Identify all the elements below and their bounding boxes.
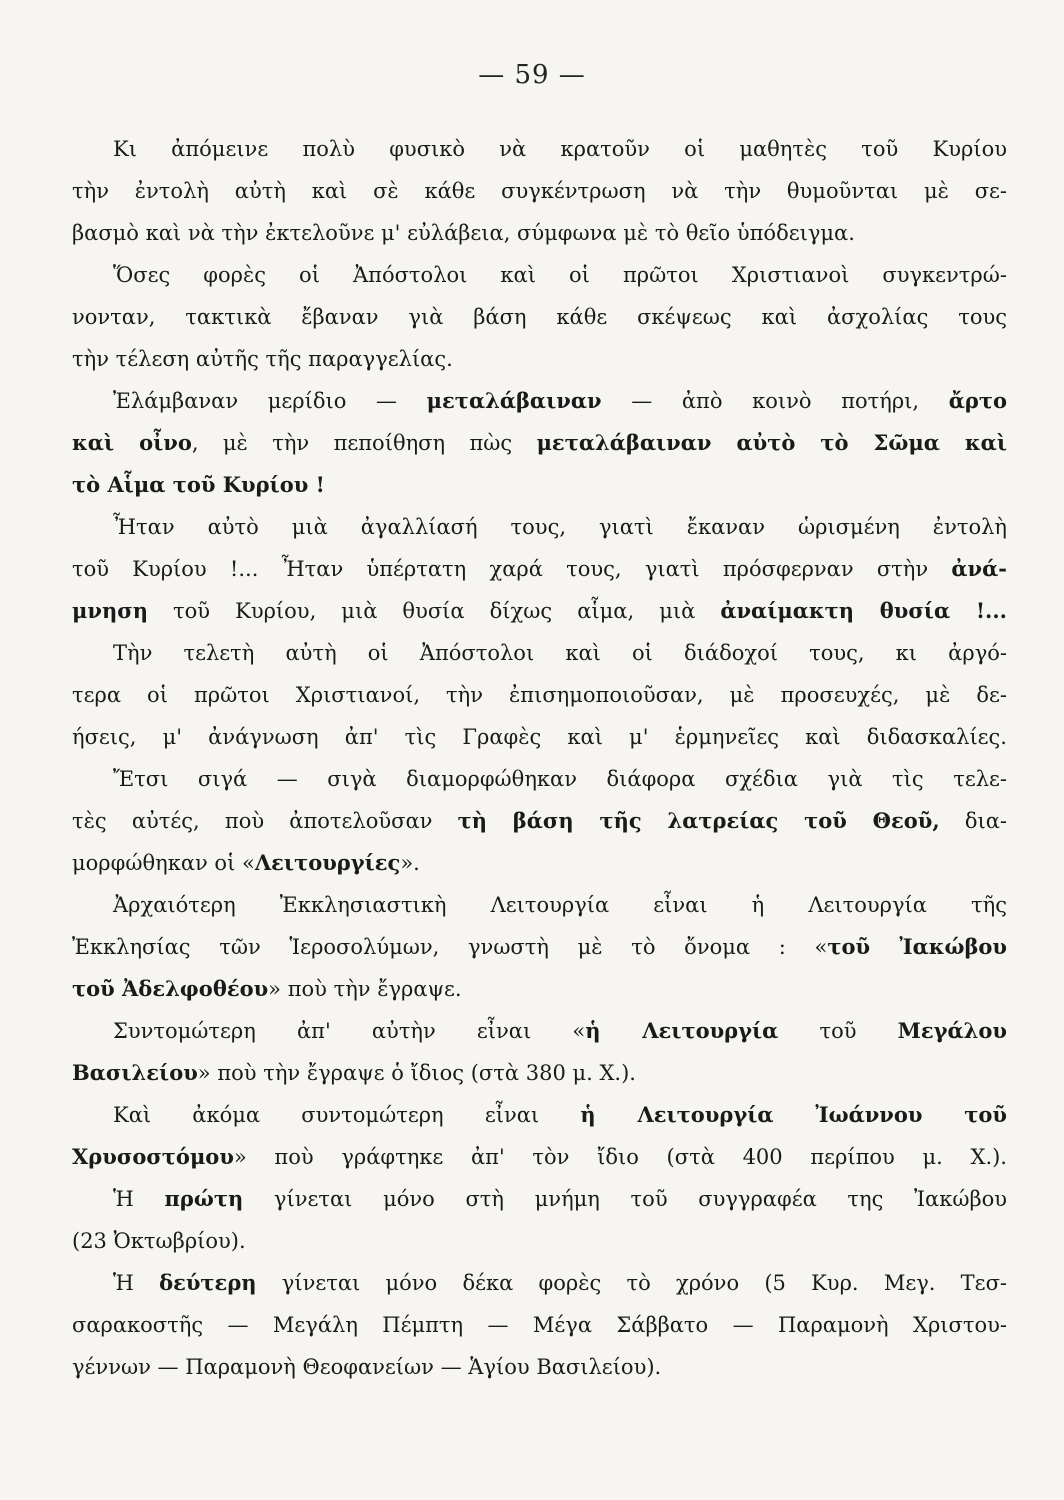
- emphasis-text: μεταλάβαιναν: [426, 388, 602, 413]
- text-line: [72, 1052, 1007, 1094]
- text-run: Ἐλάμβαναν μερίδιο —: [113, 389, 427, 413]
- text-line: [72, 1010, 1007, 1052]
- text-line: [72, 1178, 1007, 1220]
- text-line: [72, 1094, 1007, 1136]
- emphasis-text: πρώτη: [164, 1186, 244, 1211]
- text-run: σαρακοστῆς — Μεγάλη Πέμπτη — Μέγα Σάββατο — Παραμονὴ Χριστου-: [72, 1313, 1007, 1337]
- text-line: [72, 926, 1007, 968]
- text-line: [72, 800, 1007, 842]
- emphasis-text: τὴ βάση τῆς λατρείας τοῦ Θεοῦ,: [457, 808, 940, 833]
- emphasis-text: καὶ οἶνο: [72, 430, 192, 455]
- emphasis-text: ἀναίμακτη θυσία !...: [720, 598, 1007, 623]
- emphasis-text: Χρυσοστόμου: [72, 1144, 234, 1169]
- text-run: » ποὺ τὴν ἔγραψε.: [268, 977, 462, 1001]
- text-run: » ποὺ γράφτηκε ἀπ' τὸν ἴδιο (στὰ 400 περίπου μ. Χ.).: [233, 1145, 1007, 1169]
- text-line: [72, 212, 1007, 254]
- text-run: Ὅσες φορὲς οἱ Ἀπόστολοι καὶ οἱ πρῶτοι Χριστιανοὶ συγκεντρώ-: [113, 263, 1007, 287]
- text-line: [72, 884, 1007, 926]
- text-run: τὴν ἐντολὴ αὐτὴ καὶ σὲ κάθε συγκέντρωση νὰ τὴν θυμοῦνται μὲ σε-: [72, 179, 1007, 203]
- text-line: [72, 296, 1007, 338]
- text-line: [72, 674, 1007, 716]
- text-line: [72, 842, 1007, 884]
- text-run: (23 Ὀκτωβρίου).: [72, 1229, 246, 1253]
- text-line: [72, 1220, 1007, 1262]
- text-run: — ἀπὸ κοινὸ ποτήρι,: [601, 389, 949, 413]
- text-run: Καὶ ἀκόμα συντομώτερη εἶναι: [113, 1103, 581, 1127]
- text-line: [72, 590, 1007, 632]
- text-line: [72, 254, 1007, 296]
- text-run: γίνεται μόνο δέκα φορὲς τὸ χρόνο (5 Κυρ. Μεγ. Τεσ-: [256, 1271, 1007, 1295]
- text-run: τοῦ: [778, 1019, 898, 1043]
- emphasis-text: μεταλάβαιναν αὐτὸ τὸ Σῶμα καὶ: [536, 430, 1007, 455]
- emphasis-text: ἡ Λειτουργία: [585, 1018, 779, 1043]
- text-run: Κι ἀπόμεινε πολὺ φυσικὸ νὰ κρατοῦν οἱ μαθητὲς τοῦ Κυρίου: [113, 137, 1007, 161]
- text-line: [72, 506, 1007, 548]
- text-line: [72, 968, 1007, 1010]
- emphasis-text: ἀνά-: [951, 556, 1007, 581]
- emphasis-text: τοῦ Ἀδελφοθέου: [72, 976, 269, 1001]
- text-line: [72, 1346, 1007, 1388]
- text-run: γέννων — Παραμονὴ Θεοφανείων — Ἁγίου Βασιλείου).: [72, 1355, 662, 1379]
- text-run: Ἔτσι σιγά — σιγὰ διαμορφώθηκαν διάφορα σχέδια γιὰ τὶς τελε-: [113, 767, 1007, 791]
- text-line: [72, 170, 1007, 212]
- text-run: Συντομώτερη ἀπ' αὐτὴν εἶναι «: [113, 1019, 586, 1043]
- emphasis-text: μνηση: [72, 598, 148, 623]
- emphasis-text: δεύτερη: [159, 1270, 257, 1295]
- emphasis-text: Λειτουργίες: [254, 850, 401, 875]
- text-line: [72, 1136, 1007, 1178]
- text-run: γίνεται μόνο στὴ μνήμη τοῦ συγγραφέα της Ἰακώβου: [243, 1187, 1007, 1211]
- text-line: [72, 128, 1007, 170]
- text-line: [72, 464, 1007, 506]
- emphasis-text: τοῦ Ἰακώβου: [827, 934, 1007, 959]
- text-line: [72, 338, 1007, 380]
- text-run: νονταν, τακτικὰ ἔβαναν γιὰ βάση κάθε σκέψεως καὶ ἀσχολίας τους: [72, 305, 1007, 329]
- text-line: [72, 380, 1007, 422]
- text-run: μορφώθηκαν οἱ «: [72, 851, 255, 875]
- text-run: » ποὺ τὴν ἔγραψε ὁ ἴδιος (στὰ 380 μ. Χ.).: [197, 1061, 636, 1085]
- text-run: Ἀρχαιότερη Ἐκκλησιαστικὴ Λειτουργία εἶναι ἡ Λειτουργία τῆς: [113, 893, 1007, 917]
- emphasis-text: ἡ Λειτουργία Ἰωάννου τοῦ: [580, 1102, 1007, 1127]
- text-run: Ἐκκλησίας τῶν Ἱεροσολύμων, γνωστὴ μὲ τὸ ὄνομα : «: [72, 935, 828, 959]
- text-line: [72, 1262, 1007, 1304]
- text-run: τοῦ Κυρίου, μιὰ θυσία δίχως αἷμα, μιὰ: [147, 599, 721, 623]
- text-run: Τὴν τελετὴ αὐτὴ οἱ Ἀπόστολοι καὶ οἱ διάδοχοί τους, κι ἀργό-: [113, 641, 1007, 665]
- text-run: τὴν τέλεση αὐτῆς τῆς παραγγελίας.: [72, 347, 453, 371]
- text-run: ήσεις, μ' ἀνάγνωση ἀπ' τὶς Γραφὲς καὶ μ' ἑρμηνεῖες καὶ διδασκαλίες.: [72, 725, 1007, 749]
- text-run: βασμὸ καὶ νὰ τὴν ἐκτελοῦνε μ' εὐλάβεια, σύμφωνα μὲ τὸ θεῖο ὑπόδειγμα.: [72, 221, 855, 245]
- text-run: Ἡ: [113, 1187, 165, 1211]
- text-run: τοῦ Κυρίου !... Ἦταν ὑπέρτατη χαρά τους, γιατὶ πρόσφερναν στὴν: [72, 557, 952, 581]
- text-line: [72, 548, 1007, 590]
- text-run: δια-: [939, 809, 1007, 833]
- text-run: , μὲ τὴν πεποίθηση πὼς: [191, 431, 537, 455]
- text-run: Ἦταν αὐτὸ μιὰ ἀγαλλίασή τους, γιατὶ ἔκαναν ὡρισμένη ἐντολὴ: [113, 515, 1007, 539]
- text-line: [72, 1304, 1007, 1346]
- emphasis-text: ἄρτο: [948, 388, 1007, 413]
- text-run: τὲς αὐτές, ποὺ ἀποτελοῦσαν: [72, 809, 458, 833]
- text-line: [72, 758, 1007, 800]
- text-line: [72, 716, 1007, 758]
- body-text: [72, 128, 1007, 1388]
- emphasis-text: Μεγάλου: [897, 1018, 1007, 1043]
- text-run: τερα οἱ πρῶτοι Χριστιανοί, τὴν ἐπισημοποιοῦσαν, μὲ προσευχές, μὲ δε-: [72, 683, 1007, 707]
- page-number: — 59 —: [478, 60, 586, 90]
- text-run: Ἡ: [113, 1271, 160, 1295]
- text-line: [72, 422, 1007, 464]
- text-run: ».: [400, 851, 420, 875]
- text-line: [72, 632, 1007, 674]
- emphasis-text: Βασιλείου: [72, 1060, 198, 1085]
- emphasis-text: τὸ Αἷμα τοῦ Κυρίου !: [72, 472, 325, 497]
